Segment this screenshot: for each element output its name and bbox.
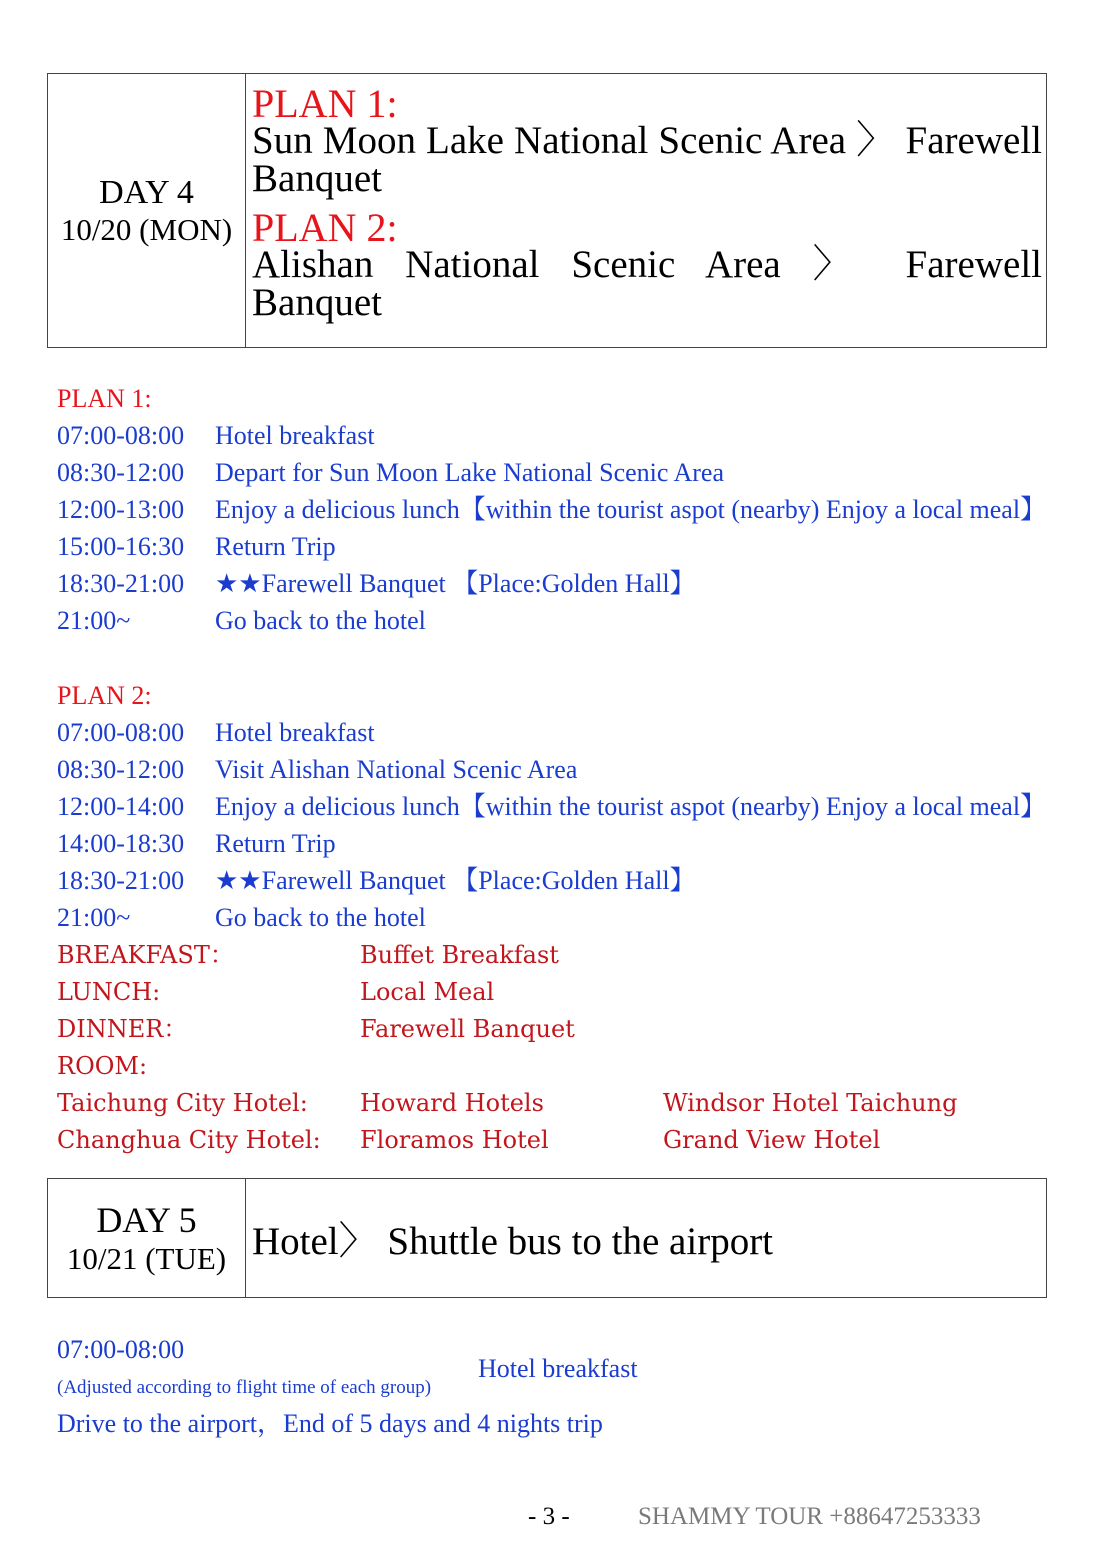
plan1-title: PLAN 1:: [57, 384, 152, 413]
schedule-activity: Go back to the hotel: [215, 903, 426, 932]
breakfast-row: [57, 937, 1057, 974]
day5-header-box: [47, 1178, 1047, 1298]
day5-date: 10/21 (TUE): [66, 1241, 227, 1276]
dinner-label: DINNER：: [57, 1015, 188, 1043]
day5-label: DAY 5: [96, 1200, 197, 1240]
day4-route-cell: [246, 74, 1046, 347]
day4-date-cell: [48, 74, 246, 347]
schedule-row: [57, 714, 1057, 751]
schedule-row: [57, 454, 1057, 491]
hotel-option-1: Floramos Hotel: [360, 1126, 549, 1154]
lunch-label: LUNCH:: [57, 978, 161, 1006]
day5-time-note: (Adjusted according to flight time of each group): [57, 1377, 432, 1398]
schedule-row: [57, 528, 1057, 565]
schedule-time: 14:00-18:30: [57, 829, 185, 858]
schedule-row: [57, 899, 1057, 936]
hotel-row: [57, 1122, 1057, 1159]
dinner-value: Farewell Banquet: [360, 1015, 575, 1043]
page-number: - 3 -: [528, 1503, 570, 1530]
schedule-row: [57, 417, 1057, 454]
schedule-time: 07:00-08:00: [57, 718, 185, 747]
room-row: [57, 1048, 1057, 1085]
schedule-row: [57, 565, 1057, 602]
footer-company: SHAMMY TOUR +88647253333: [638, 1503, 981, 1530]
hotel-option-2: Grand View Hotel: [663, 1126, 881, 1154]
plan2-title: PLAN 2:: [57, 681, 152, 710]
schedule-activity: ★★Farewell Banquet 【Place:Golden Hall】: [215, 569, 696, 598]
day5-route: Hotel〉 Shuttle bus to the airport: [252, 1220, 774, 1263]
day5-time: 07:00-08:00: [57, 1335, 185, 1364]
schedule-activity: Hotel breakfast: [215, 421, 375, 450]
day4-plan2-heading: PLAN 2:: [252, 205, 398, 250]
schedule-activity: Visit Alishan National Scenic Area: [215, 755, 578, 784]
schedule-activity: Return Trip: [215, 532, 336, 561]
schedule-row: [57, 751, 1057, 788]
schedule-row: [57, 491, 1057, 528]
schedule-row: [57, 862, 1057, 899]
day5-date-cell: [48, 1179, 246, 1297]
schedule-time: 18:30-21:00: [57, 569, 185, 598]
schedule-activity: Return Trip: [215, 829, 336, 858]
plan2-schedule: [57, 677, 1057, 936]
day4-date: 10/20 (MON): [60, 211, 233, 247]
schedule-time: 18:30-21:00: [57, 866, 185, 895]
meals-section: [57, 937, 1057, 1159]
day5-closing: Drive to the airport，End of 5 days and 4 nights trip: [57, 1409, 603, 1438]
day4-plan2-route: Alishan National Scenic Area 〉 Farewell Banquet: [252, 243, 1042, 324]
room-label: ROOM:: [57, 1052, 148, 1080]
schedule-time: 12:00-14:00: [57, 792, 185, 821]
breakfast-label: BREAKFAST：: [57, 941, 234, 969]
hotel-city: Taichung City Hotel:: [57, 1089, 308, 1117]
day4-label: DAY 4: [99, 173, 194, 211]
schedule-row: [57, 602, 1057, 639]
breakfast-value: Buffet Breakfast: [360, 941, 559, 969]
hotel-city: Changhua City Hotel:: [57, 1126, 321, 1154]
schedule-time: 12:00-13:00: [57, 495, 185, 524]
schedule-row: [57, 788, 1057, 825]
lunch-value: Local Meal: [360, 978, 495, 1006]
schedule-row: [57, 825, 1057, 862]
hotel-option-1: Howard Hotels: [360, 1089, 544, 1117]
dinner-row: [57, 1011, 1057, 1048]
hotel-row: [57, 1085, 1057, 1122]
schedule-time: 08:30-12:00: [57, 755, 185, 784]
schedule-activity: Depart for Sun Moon Lake National Scenic Area: [215, 458, 725, 487]
day4-header-box: [47, 73, 1047, 348]
day5-route-cell: [246, 1179, 1046, 1297]
schedule-time: 21:00~: [57, 903, 131, 932]
schedule-time: 21:00~: [57, 606, 131, 635]
schedule-activity: Go back to the hotel: [215, 606, 426, 635]
schedule-time: 08:30-12:00: [57, 458, 185, 487]
plan1-schedule: [57, 380, 1057, 639]
schedule-activity: Enjoy a delicious lunch【within the tourist aspot (nearby) Enjoy a local meal】: [215, 495, 1047, 524]
day4-plan1-heading: PLAN 1:: [252, 81, 398, 126]
schedule-activity: ★★Farewell Banquet 【Place:Golden Hall】: [215, 866, 696, 895]
day5-activity: Hotel breakfast: [478, 1354, 638, 1383]
lunch-row: [57, 974, 1057, 1011]
schedule-activity: Hotel breakfast: [215, 718, 375, 747]
schedule-time: 07:00-08:00: [57, 421, 185, 450]
schedule-time: 15:00-16:30: [57, 532, 185, 561]
day4-plan1-route: Sun Moon Lake National Scenic Area 〉 Farewell Banquet: [252, 119, 1042, 200]
hotel-option-2: Windsor Hotel Taichung: [663, 1089, 958, 1117]
schedule-activity: Enjoy a delicious lunch【within the tourist aspot (nearby) Enjoy a local meal】: [215, 792, 1047, 821]
